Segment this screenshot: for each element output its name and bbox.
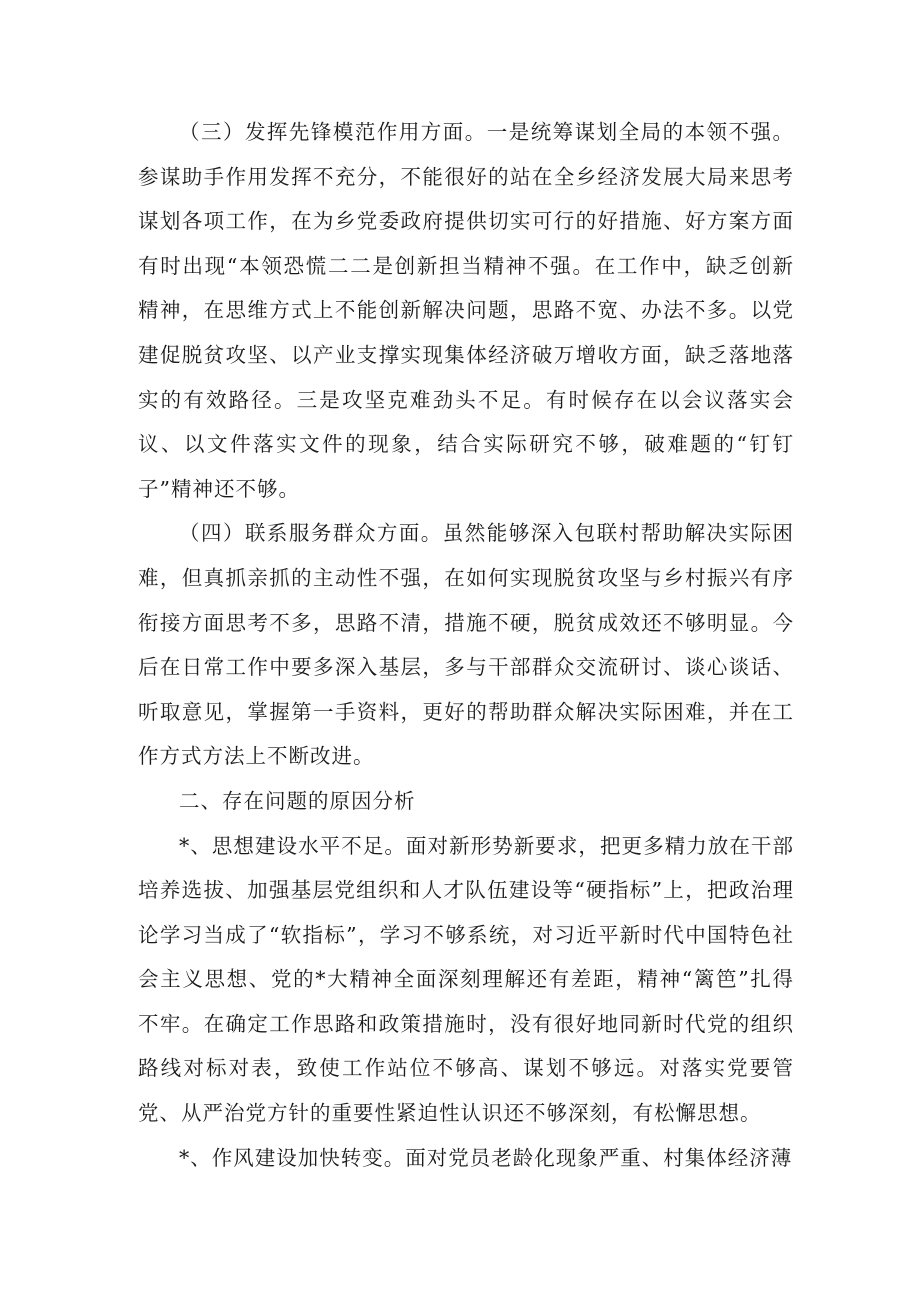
section-heading-cause-analysis: 二、存在问题的原因分析 <box>179 788 416 813</box>
paragraph-section-three: （三）发挥先锋模范作用方面。一是统筹谋划全局的本领不强。参谋助手作用发挥不充分，不能很好的站在全乡经济发展大局来思考谋划各项工作，在为乡党委政府提供切实可行的好措施、好方案方面有时出现“本领恐慌二二是创新担当精神不强。在工作中，缺乏创新精神，在思维方式上不能创新解决问题，思路不宽、办法不多。以党建促脱贫攻坚、以产业支撑实现集体经济破万增收方面，缺乏落地落实的有效路径。三是攻坚克难劲头不足。有时候存在以会议落实会议、以文件落实文件的现象，结合实际研究不够，破难题的“钉钉子”精神还不够。 <box>138 120 794 501</box>
paragraph-work-style: *、作风建设加快转变。面对党员老龄化现象严重、村集体经济薄 <box>179 1145 793 1170</box>
paragraph-section-four: （四）联系服务群众方面。虽然能够深入包联村帮助解决实际困难，但真抓亲抓的主动性不强，在如何实现脱贫攻坚与乡村振兴有序衔接方面思考不多，思路不清，措施不硬，脱贫成效还不够明显。今后在日常工作中要多深入基层，多与干部群众交流研讨、谈心谈话、听取意见，掌握第一手资料，更好的帮助群众解决实际困难，并在工作方式方法上不断改进。 <box>138 521 794 769</box>
paragraph-ideology-building: *、思想建设水平不足。面对新形势新要求，把更多精力放在干部培养选拔、加强基层党组织和人才队伍建设等“硬指标”上，把政治理论学习当成了“软指标”，学习不够系统，对习近平新时代中国特色社会主义思想、党的*大精神全面深刻理解还有差距，精神“篱笆”扎得不牢。在确定工作思路和政策措施时，没有很好地同新时代党的组织路线对标对表，致使工作站位不够高、谋划不够远。对落实党要管党、从严治党方针的重要性紧迫性认识还不够深刻，有松懈思想。 <box>138 833 794 1126</box>
document-body <box>138 110 794 1180</box>
